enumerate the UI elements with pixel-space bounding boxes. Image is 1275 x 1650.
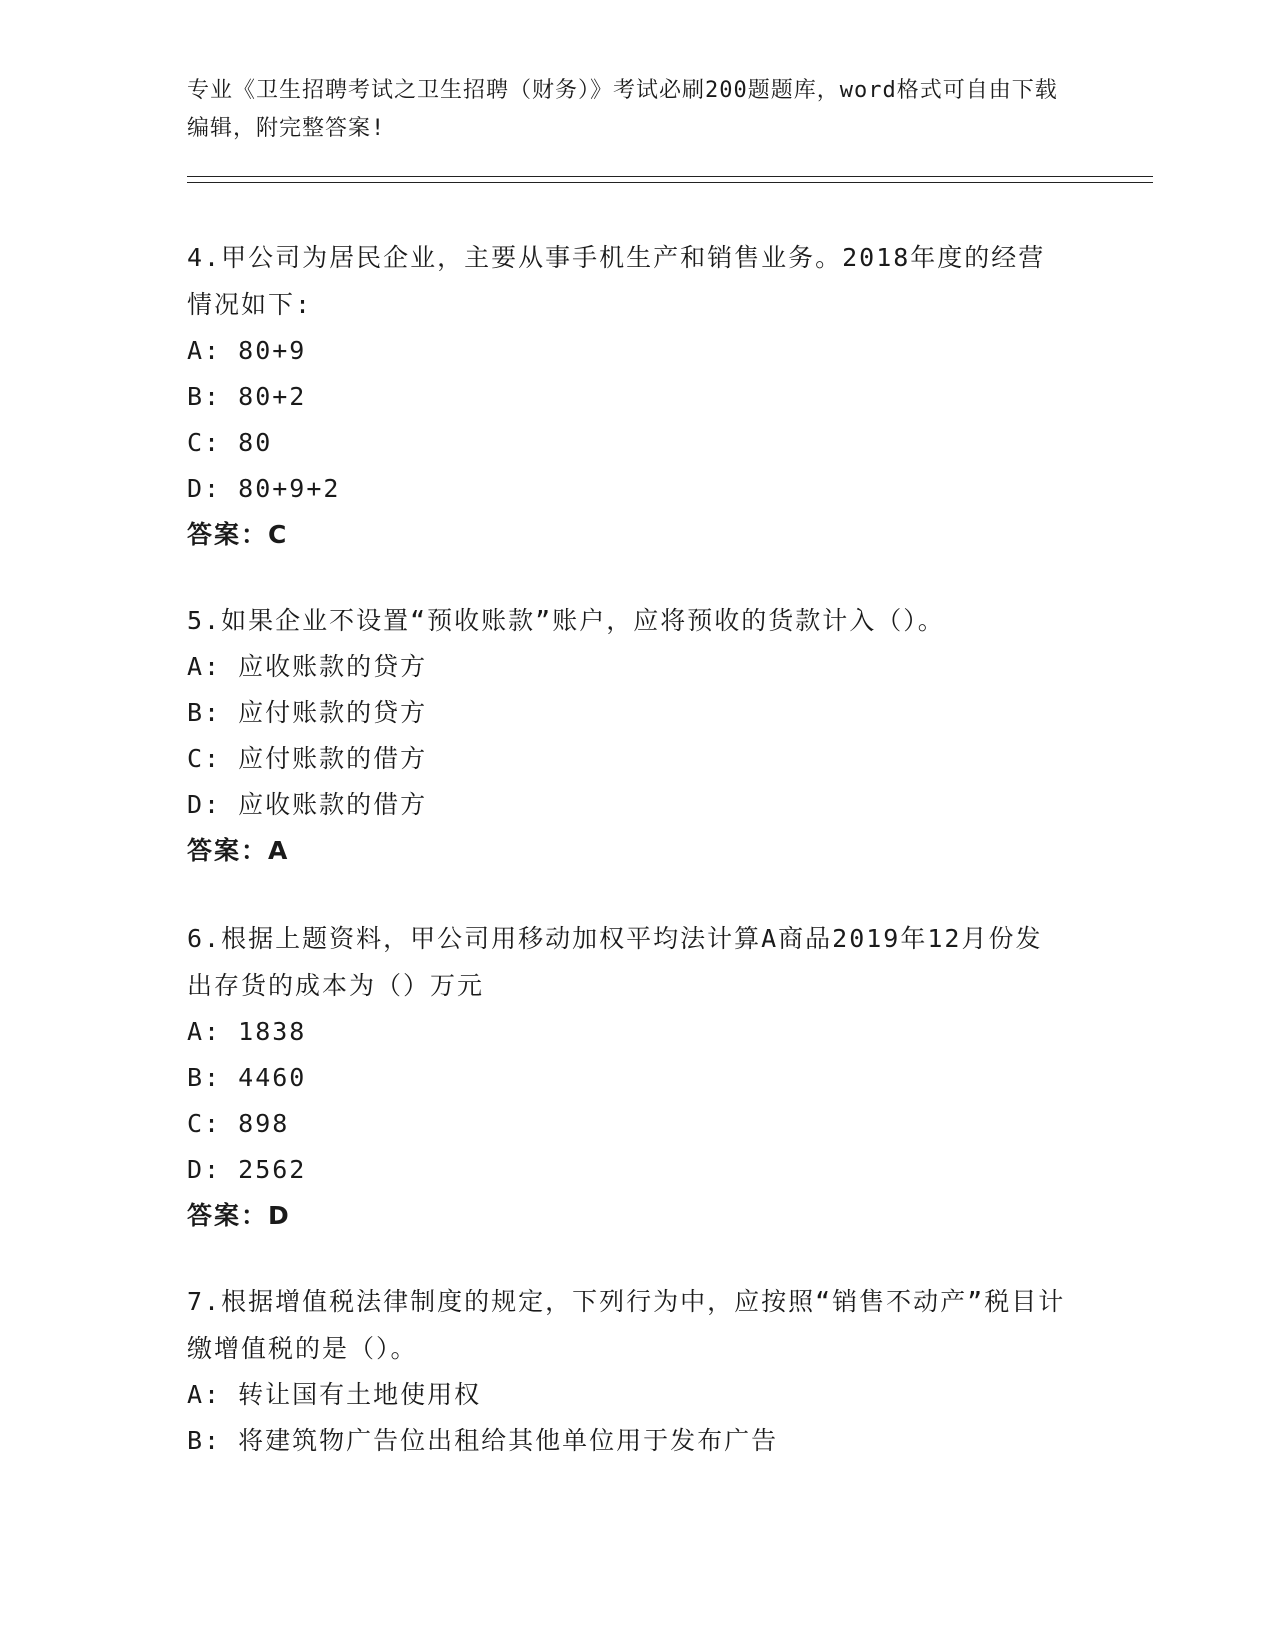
option-a: A: 80+9 xyxy=(187,336,307,365)
question-item xyxy=(187,915,1067,1239)
answer-line: 答案：C xyxy=(187,520,289,549)
question-stem: 4.甲公司为居民企业，主要从事手机生产和销售业务。2018年度的经营情况如下: xyxy=(187,243,1046,319)
answer-line: 答案：A xyxy=(187,836,290,865)
option-c: C: 80 xyxy=(187,428,273,457)
question-item xyxy=(187,1278,1067,1464)
header-divider-top xyxy=(187,176,1153,177)
document-header: 专业《卫生招聘考试之卫生招聘（财务）》考试必刷200题题库，word格式可自由下载编辑，附完整答案! xyxy=(187,78,1058,141)
option-d: D: 应收账款的借方 xyxy=(187,790,428,819)
option-a: A: 1838 xyxy=(187,1017,307,1046)
question-stem: 5.如果企业不设置“预收账款”账户，应将预收的货款计入（）。 xyxy=(187,606,945,635)
option-b: B: 4460 xyxy=(187,1063,307,1092)
question-item xyxy=(187,597,1067,874)
header-divider-bottom xyxy=(187,182,1153,183)
question-stem: 7.根据增值税法律制度的规定，下列行为中，应按照“销售不动产”税目计缴增值税的是（）。 xyxy=(187,1287,1066,1363)
option-a: A: 应收账款的贷方 xyxy=(187,652,428,681)
option-b: B: 应付账款的贷方 xyxy=(187,698,428,727)
question-stem: 6.根据上题资料，甲公司用移动加权平均法计算A商品2019年12月份发出存货的成本为（）万元 xyxy=(187,924,1043,1000)
option-b: B: 80+2 xyxy=(187,382,307,411)
option-c: C: 898 xyxy=(187,1109,290,1138)
option-d: D: 80+9+2 xyxy=(187,474,341,503)
option-d: D: 2562 xyxy=(187,1155,307,1184)
answer-line: 答案：D xyxy=(187,1201,291,1230)
option-c: C: 应付账款的借方 xyxy=(187,744,428,773)
question-item xyxy=(187,234,1067,558)
option-a: A: 转让国有土地使用权 xyxy=(187,1380,482,1409)
option-b: B: 将建筑物广告位出租给其他单位用于发布广告 xyxy=(187,1426,779,1455)
